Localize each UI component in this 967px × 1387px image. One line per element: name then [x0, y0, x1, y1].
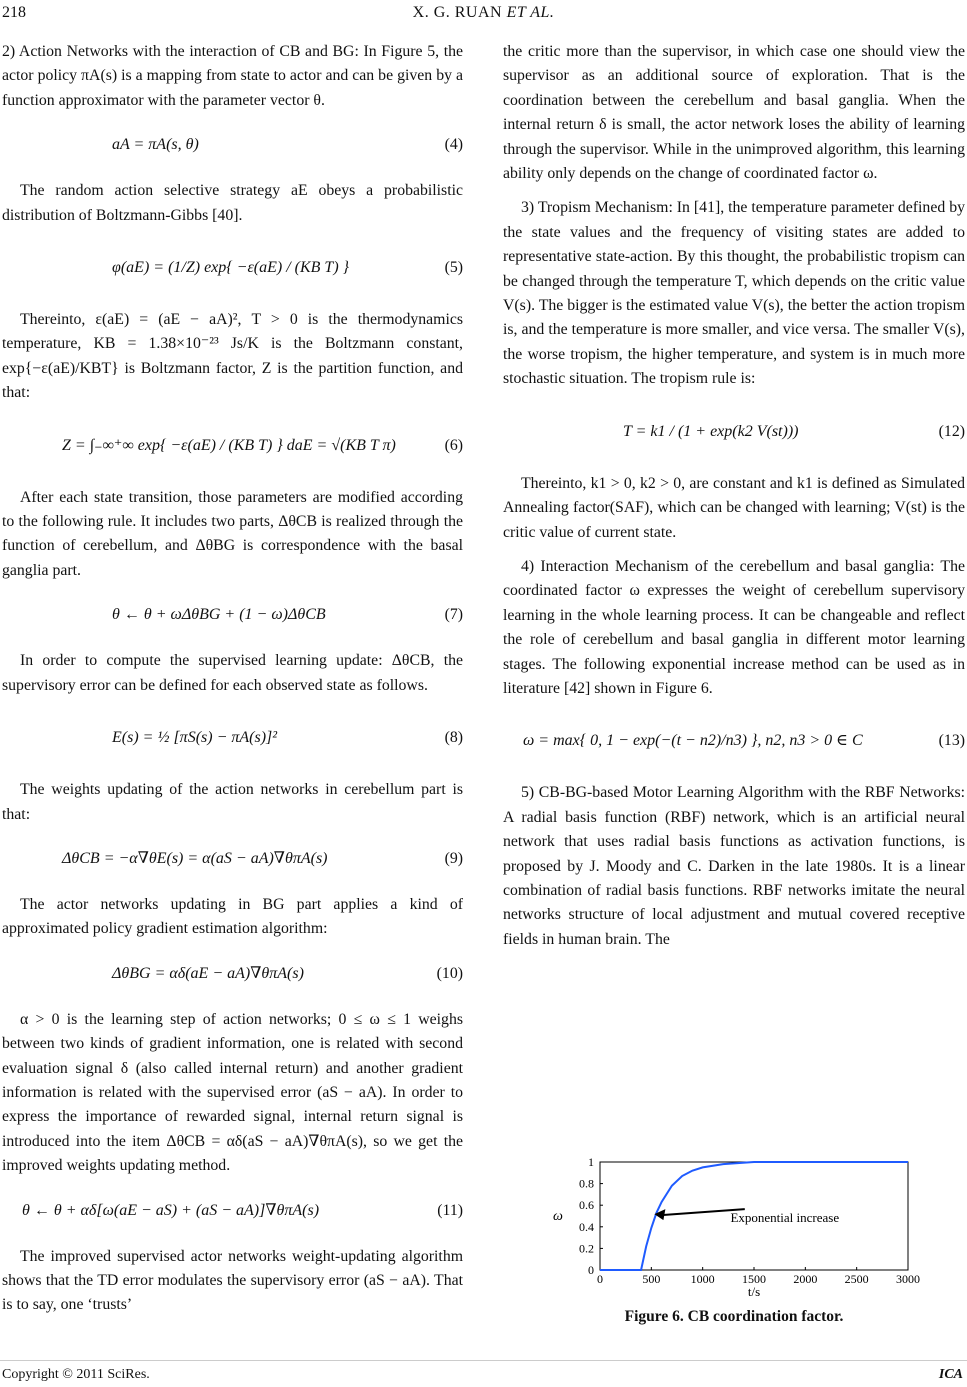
- x-axis-label: t/s: [747, 1284, 761, 1299]
- paragraph-critic-trust: the critic more than the supervisor, in which case one should view the supervisor as an additional source of exploration. That is the coordination between the cerebellum and basal ganglia. When the internal return δ is small, the actor network loses the ability of learning through the supervisor. While in the unimproved algorithm, this learning ability only depends on the change of coordinated factor ω.: [503, 43, 965, 183]
- equation-10: [2, 952, 463, 1000]
- page-footer: [0, 1360, 967, 1387]
- paragraph-thereinto: Thereinto, ε(aE) = (aE − aA)², T > 0 is the thermodynamics temperature, KB = 1.38×10⁻²³ Js/K is the Boltzmann constant, exp{−ε(aE)/KBT} is Boltzmann factor, Z is the partition function, and that:: [2, 311, 463, 402]
- x-tick-label: 3000: [896, 1272, 920, 1286]
- equation-10-body: ΔθBG = αδ(aE − aA)∇θπA(s): [112, 964, 304, 982]
- equation-11-number: (11): [437, 1201, 463, 1219]
- coordination-factor-chart: [540, 1158, 940, 1308]
- page-number: 218: [2, 4, 26, 21]
- equation-6-body: Z = ∫₋∞⁺∞ exp{ −ε(aE) / (KB T) } daE = √(KB T π): [62, 436, 396, 454]
- equation-11-body: θ ← θ + αδ[ω(aE − aS) + (aS − aA)]∇θπA(s): [22, 1201, 320, 1219]
- y-tick-label: 1: [588, 1158, 594, 1169]
- right-column: [503, 40, 965, 962]
- paragraph-weights-cerebellum: The weights updating of the action networks in cerebellum part is that:: [2, 781, 463, 823]
- equation-9-body: ΔθCB = −α∇θE(s) = α(aS − aA)∇θπA(s): [62, 849, 328, 867]
- annotation-label: Exponential increase: [730, 1210, 840, 1226]
- equation-4-number: (4): [444, 136, 463, 154]
- paragraph-random-action: The random action selective strategy aE obeys a probabilistic distribution of Boltzmann-Gibbs [40].: [2, 182, 463, 224]
- x-tick-label: 1000: [690, 1272, 715, 1286]
- equation-7-body: θ ← θ + ωΔθBG + (1 − ω)ΔθCB: [112, 606, 326, 624]
- paragraph-interaction-mechanism: 4) Interaction Mechanism of the cerebellum and basal ganglia: The coordinated factor ω expresses the weight of cerebellum supervisory learning in the whole learning process. It can be changeable and reflect the role of cerebellum and basal ganglia in different motor learning stages. The following exponential increase method can be used as in literature [42] shown in Figure 6.: [503, 557, 965, 697]
- paragraph-state-transition: After each state transition, those parameters are modified according to the following rule. It includes two parts, ΔθCB is realized through the function of cerebellum, and ΔθBG is correspondence with the basal ganglia part.: [2, 488, 463, 579]
- equation-8-number: (8): [444, 729, 463, 747]
- copyright-notice: Copyright © 2011 SciRes.: [2, 1367, 150, 1382]
- equation-8: [2, 708, 463, 770]
- equation-13-body: ω = max{ 0, 1 − exp(−(t − n2)/n3) }, n2, n3 > 0 ∈ C: [523, 732, 863, 750]
- equation-7-number: (7): [444, 606, 463, 624]
- equation-4-body: aA = πA(s, θ): [112, 136, 199, 154]
- equation-11: [2, 1189, 463, 1237]
- equation-5-number: (5): [444, 259, 463, 277]
- y-tick-label: 0.6: [579, 1198, 594, 1213]
- y-tick-label: 0.8: [579, 1176, 594, 1191]
- running-etal: ET AL.: [506, 4, 555, 21]
- equation-5-body: φ(aE) = (1/Z) exp{ −ε(aE) / (KB T) }: [112, 259, 350, 277]
- equation-9: [2, 837, 463, 885]
- equation-13-number: (13): [938, 732, 965, 750]
- equation-12-body: T = k1 / (1 + exp(k2 V(st))): [623, 422, 799, 440]
- x-tick-label: 1500: [742, 1272, 766, 1286]
- journal-name: ICA: [938, 1367, 963, 1382]
- x-tick-label: 500: [642, 1272, 661, 1286]
- x-tick-label: 0: [597, 1272, 603, 1286]
- equation-5: [2, 238, 463, 300]
- equation-13: [503, 711, 965, 773]
- y-axis-label: ω: [553, 1209, 563, 1224]
- equation-12: [503, 402, 965, 464]
- equation-8-body: E(s) = ½ [πS(s) − πA(s)]²: [112, 729, 278, 747]
- y-tick-label: 0.4: [579, 1219, 594, 1234]
- x-tick-label: 2500: [844, 1272, 869, 1286]
- annotation-arrowhead: [654, 1209, 665, 1220]
- running-title: [0, 4, 967, 22]
- paragraph-rbf: 5) CB-BG-based Motor Learning Algorithm with the RBF Networks: A radial basis function (RBF) network, which is an artificial neural network that uses radial basis functions as activation functions, is proposed by J. Moody and C. Darken in the late 1980s. It is a linear combination of radial basis functions. RBF networks imitate the neural networks structure of local adjustment and mutual covered receptive fields in human brain. The: [503, 784, 965, 948]
- equation-9-number: (9): [444, 849, 463, 867]
- page-header: [0, 0, 967, 40]
- paragraph-action-networks: 2) Action Networks with the interaction of CB and BG: In Figure 5, the actor policy πA(s) is a mapping from state to actor and can be given by a function approximator with the parameter vector θ.: [2, 43, 463, 109]
- equation-12-number: (12): [938, 422, 965, 440]
- paragraph-learning-step: α > 0 is the learning step of action networks; 0 ≤ ω ≤ 1 weighs between two kinds of gradient information, one is related with second evaluation signal δ (also called internal return) and another gradient information is related with the supervised error (aS − aA). In order to express the importance of rewarded signal, internal return signal is introduced into the item ΔθCB = αδ(aS − aA)∇θπA(s), so we get the improved weights updating method.: [2, 1010, 463, 1175]
- figure-caption: Figure 6. CB coordination factor.: [624, 1308, 844, 1325]
- y-tick-label: 0.2: [579, 1241, 594, 1256]
- equation-4: [2, 123, 463, 171]
- left-column: [2, 40, 463, 1328]
- running-authors: X. G. RUAN: [412, 4, 503, 21]
- y-tick-label: 0: [588, 1263, 594, 1277]
- paragraph-improved-supervised: The improved supervised actor networks weight-updating algorithm shows that the TD error modulates the supervisory error (aS − aA). That is to say, one ‘trusts’: [2, 1247, 463, 1314]
- equation-7: [2, 593, 463, 641]
- equation-6-number: (6): [444, 436, 463, 454]
- paragraph-bg-part: The actor networks updating in BG part applies a kind of approximated policy gradient estimation algorithm:: [2, 895, 463, 938]
- equation-6: [2, 416, 463, 478]
- paragraph-supervised-update: In order to compute the supervised learning update: ΔθCB, the supervisory error can be defined for each observed state as follows.: [2, 652, 463, 694]
- paragraph-tropism: 3) Tropism Mechanism: In [41], the temperature parameter defined by the state values and the frequency of visiting states are added to representative state-action. By this thought, the probabilistic tropism can be changed through the temperature T, which depends on the critic value V(s). The bigger is the estimated value V(s), the better the action tropism is, and the temperature is more smaller, and vice versa. The smaller V(s), the worse tropism, the higher temperature, and system is in much more stochastic situation. The tropism rule is:: [503, 199, 965, 388]
- equation-10-number: (10): [436, 964, 463, 982]
- x-tick-label: 2000: [793, 1272, 818, 1286]
- paragraph-saf: Thereinto, k1 > 0, k2 > 0, are constant and k1 is defined as Simulated Annealing factor(SAF), which can be changed with learning; V(st) is the critic value of current state.: [503, 474, 965, 541]
